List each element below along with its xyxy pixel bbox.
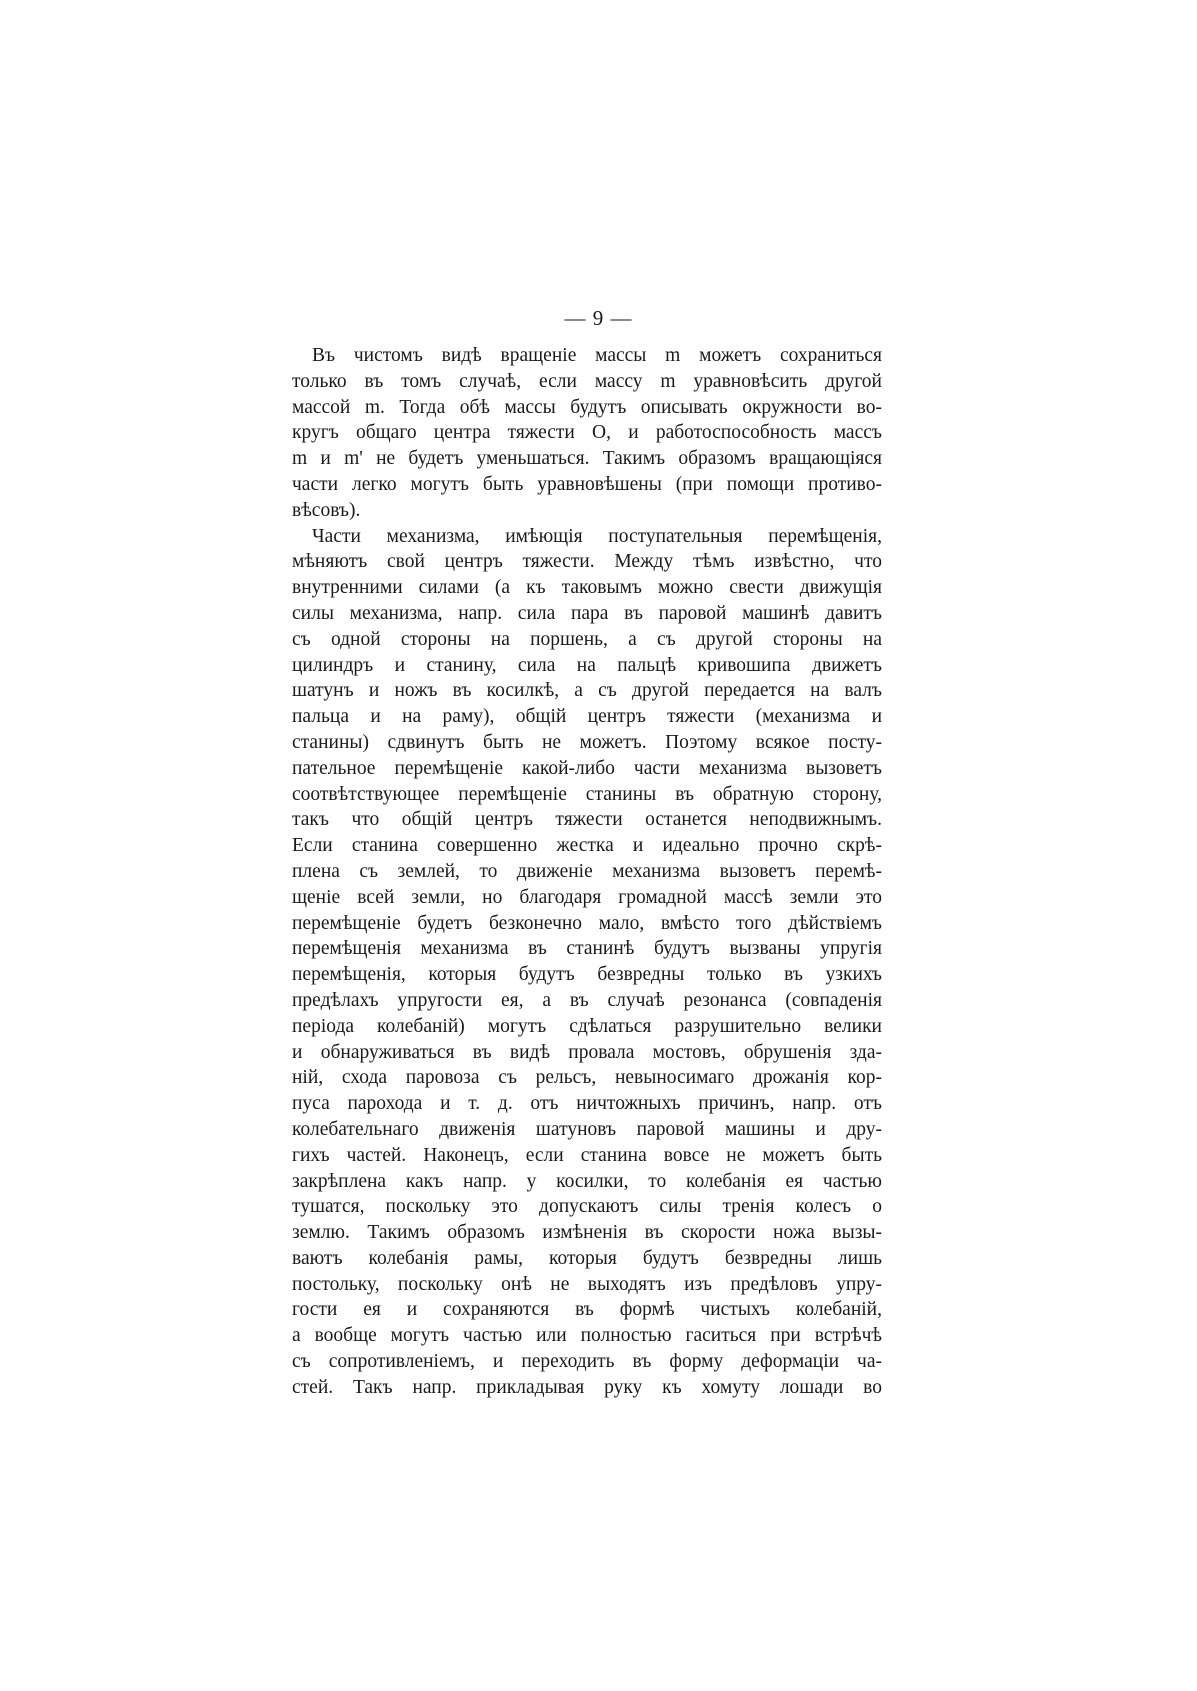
text-line: перiода колебанiй) могутъ сдѣлаться разрушительно велики <box>292 1015 882 1037</box>
text-line: соотвѣтствующее перемѣщенiе станины въ обратную сторону, <box>292 783 882 805</box>
text-line: внутренними силами (а къ таковымъ можно свести движущiя <box>292 577 882 599</box>
text-line: тушатся, поскольку это допускаютъ силы тренiя колесъ о <box>292 1196 882 1218</box>
text-line: перемѣщенiя механизма въ станинѣ будутъ вызваны упругiя <box>292 938 882 960</box>
text-line: предѣлахъ упругости ея, а въ случаѣ резонанса (совпаденiя <box>292 989 882 1011</box>
text-line: гости ея и сохраняются въ формѣ чистыхъ колебанiй, <box>292 1299 882 1321</box>
text-line: только въ томъ случаѣ, если массу m уравновѣсить другой <box>292 370 882 392</box>
text-line: съ сопротивленiемъ, и переходить въ форму деформацiи ча- <box>292 1351 882 1373</box>
text-line: постольку, поскольку онѣ не выходятъ изъ предѣловъ упру- <box>292 1273 882 1295</box>
text-line: шатунъ и ножъ въ косилкѣ, а съ другой передается на валъ <box>292 680 882 702</box>
text-line: ваютъ колебанiя рамы, которыя будутъ безвредны лишь <box>292 1247 882 1269</box>
text-line: части легко могутъ быть уравновѣшены (при помощи противо- <box>292 473 882 495</box>
text-line: m и m' не будетъ уменьшаться. Такимъ образомъ вращающiяся <box>292 448 882 470</box>
text-line: пальца и на раму), общiй центръ тяжести (механизма и <box>292 706 882 728</box>
text-line: станины) сдвинутъ быть не можетъ. Поэтому всякое посту- <box>292 731 882 753</box>
text-line: Если станина совершенно жестка и идеально прочно скрѣ- <box>292 835 882 857</box>
text-line: пательное перемѣщенiе какой-либо части механизма вызоветъ <box>292 757 882 779</box>
text-line: пуса парохода и т. д. отъ ничтожныхъ причинъ, напр. отъ <box>292 1093 882 1115</box>
text-line: силы механизма, напр. сила пара въ паровой машинѣ давитъ <box>292 602 882 624</box>
text-line: закрѣплена какъ напр. у косилки, то колебанiя ея частью <box>292 1170 882 1192</box>
text-line: перемѣщенiе будетъ безконечно мало, вмѣсто того дѣйствiемъ <box>292 912 882 934</box>
text-line: такъ что общiй центръ тяжести останется неподвижнымъ. <box>292 809 882 831</box>
text-line: землю. Такимъ образомъ измѣненiя въ скорости ножа вызы- <box>292 1222 882 1244</box>
text-line: нiй, схода паровоза съ рельсъ, невыносимаго дрожанiя кор- <box>292 1067 882 1089</box>
text-line: гихъ частей. Наконецъ, если станина вовсе не можетъ быть <box>292 1144 882 1166</box>
text-line: мѣняютъ свой центръ тяжести. Между тѣмъ извѣстно, что <box>292 551 882 573</box>
text-line: и обнаруживаться въ видѣ провала мостовъ, обрушенiя зда- <box>292 1041 882 1063</box>
text-line: щенiе всей земли, но благодаря громадной массѣ земли это <box>292 886 882 908</box>
text-line: а вообще могутъ частью или полностью гаситься при встрѣчѣ <box>292 1325 882 1347</box>
text-line: съ одной стороны на поршень, а съ другой стороны на <box>292 628 882 650</box>
text-line: колебательнаго движенiя шатуновъ паровой машины и дру- <box>292 1118 882 1140</box>
text-line: массой m. Тогда обѣ массы будутъ описывать окружности во- <box>292 396 882 418</box>
text-line: Части механизма, имѣющiя поступательныя перемѣщенiя, <box>312 525 882 547</box>
text-line: Въ чистомъ видѣ вращенiе массы m можетъ сохраниться <box>312 345 882 366</box>
body-text <box>292 343 882 1401</box>
text-line: цилиндръ и станину, сила на пальцѣ кривошипа движетъ <box>292 654 882 676</box>
text-line: вѣсовъ). <box>292 499 361 521</box>
text-line: стей. Такъ напр. прикладывая руку къ хомуту лошади во <box>292 1376 882 1398</box>
page-number: — 9 — <box>564 306 633 330</box>
text-line: кругъ общаго центра тяжести O, и работоспособность массъ <box>292 422 882 444</box>
text-line: перемѣщенiя, которыя будутъ безвредны только въ узкихъ <box>292 964 882 986</box>
text-line: плена съ землей, то движенiе механизма вызоветъ перемѣ- <box>292 860 882 882</box>
